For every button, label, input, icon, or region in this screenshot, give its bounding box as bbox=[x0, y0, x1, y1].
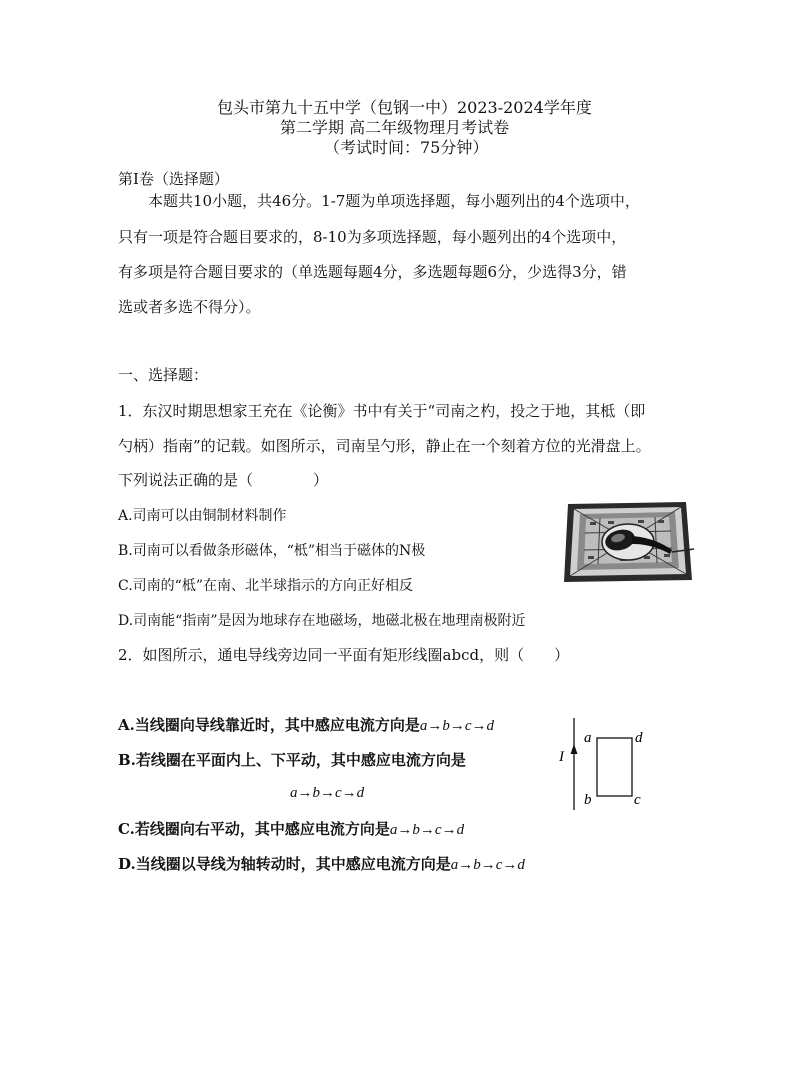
q2-option-a-text: A.当线圈向导线靠近时，其中感应电流方向是 bbox=[118, 716, 420, 734]
sinan-compass-picture bbox=[560, 498, 700, 586]
q1-option-c: C.司南的“柢”在南、北半球指示的方向正好相反 bbox=[118, 578, 413, 594]
section-intro-line: 有多项是符合题目要求的（单选题每题4分，多选题每题6分，少选得3分，错 bbox=[118, 263, 627, 281]
q2-option-c-direction: a→b→c→d bbox=[389, 822, 465, 838]
corner-label-d: d bbox=[635, 730, 643, 746]
q2-option-b-direction: a→b→c→d bbox=[290, 785, 365, 801]
exam-title-line1: 包头市第九十五中学（包钢一中）2023-2024学年度 bbox=[217, 98, 592, 117]
corner-label-b: b bbox=[584, 792, 592, 808]
q1-option-b: B.司南可以看做条形磁体，“柢”相当于磁体的N极 bbox=[118, 543, 426, 559]
rectangular-coil bbox=[597, 738, 632, 796]
exam-title-line2: 第二学期 高二年级物理月考试卷 bbox=[280, 118, 510, 137]
current-arrow-icon bbox=[571, 744, 578, 754]
q1-option-d: D.司南能“指南”是因为地球存在地磁场，地磁北极在地理南极附近 bbox=[118, 613, 526, 629]
q2-option-c-text: C.若线圈向右平动，其中感应电流方向是 bbox=[118, 820, 390, 838]
q2-option-a-direction: a→b→c→d bbox=[419, 718, 495, 734]
q1-stem-line: 勺柄）指南”的记载。如图所示，司南呈勺形，静止在一个刻着方位的光滑盘上。 bbox=[118, 437, 651, 455]
part-heading: 一、选择题： bbox=[118, 366, 209, 384]
current-label: I bbox=[559, 749, 564, 765]
q2-stem: 2．如图所示，通电导线旁边同一平面有矩形线圈abcd，则（ ） bbox=[118, 646, 570, 664]
q2-option-d bbox=[118, 853, 525, 874]
exam-duration: （考试时间：75分钟） bbox=[324, 138, 489, 157]
section-intro-line: 本题共10小题，共46分。1-7题为单项选择题，每小题列出的4个选项中， bbox=[148, 192, 640, 210]
q2-option-d-direction: a→b→c→d bbox=[450, 857, 525, 873]
section-intro-line: 只有一项是符合题目要求的，8-10为多项选择题，每小题列出的4个选项中， bbox=[118, 228, 627, 246]
q1-option-a: A.司南可以由铜制材料制作 bbox=[118, 508, 287, 524]
q1-stem-line: 1．东汉时期思想家王充在《论衡》书中有关于“司南之杓，投之于地，其柢（即 bbox=[118, 402, 646, 420]
q2-option-d-text: D.当线圈以导线为轴转动时，其中感应电流方向是 bbox=[118, 855, 451, 873]
q2-option-c bbox=[118, 818, 464, 839]
q2-option-b bbox=[118, 749, 466, 770]
q2-option-b-text: B.若线圈在平面内上、下平动，其中感应电流方向是 bbox=[118, 751, 466, 769]
section-title: 第I卷（选择题） bbox=[118, 170, 229, 188]
corner-label-c: c bbox=[634, 792, 641, 808]
wire-coil-diagram bbox=[555, 712, 665, 814]
q1-stem-line: 下列说法正确的是（ ） bbox=[118, 471, 329, 489]
corner-label-a: a bbox=[584, 730, 592, 746]
q2-option-a bbox=[118, 714, 494, 735]
section-intro-line: 选或者多选不得分）。 bbox=[118, 298, 261, 316]
